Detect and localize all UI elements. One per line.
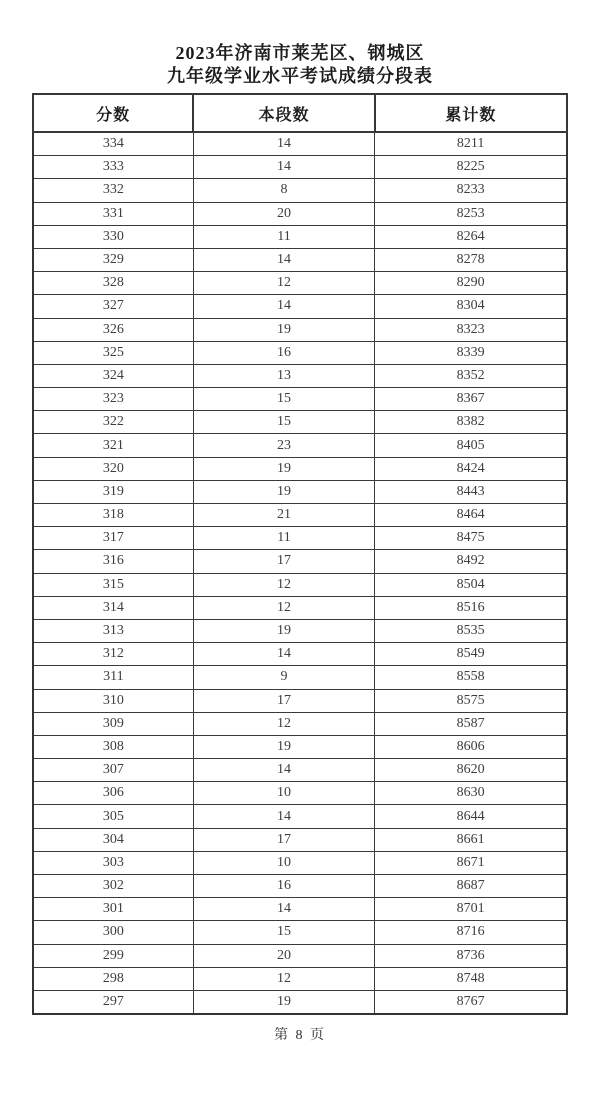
score-cell: 320 xyxy=(33,457,193,480)
segment-count-cell: 17 xyxy=(193,689,375,712)
cumulative-count-cell: 8475 xyxy=(375,527,567,550)
table-row xyxy=(33,550,567,573)
cumulative-count-cell: 8687 xyxy=(375,875,567,898)
table-row xyxy=(33,944,567,967)
segment-count-cell: 9 xyxy=(193,666,375,689)
cumulative-count-cell: 8233 xyxy=(375,179,567,202)
table-row xyxy=(33,504,567,527)
segment-count-cell: 19 xyxy=(193,735,375,758)
segment-count-cell: 12 xyxy=(193,596,375,619)
cumulative-count-cell: 8767 xyxy=(375,990,567,1014)
cumulative-count-cell: 8716 xyxy=(375,921,567,944)
table-row xyxy=(33,643,567,666)
cumulative-count-cell: 8264 xyxy=(375,225,567,248)
cumulative-count-cell: 8339 xyxy=(375,341,567,364)
score-cell: 301 xyxy=(33,898,193,921)
header-score: 分数 xyxy=(33,94,193,132)
cumulative-count-cell: 8464 xyxy=(375,504,567,527)
cumulative-count-cell: 8535 xyxy=(375,619,567,642)
score-cell: 297 xyxy=(33,990,193,1014)
title-line-2: 九年级学业水平考试成绩分段表 xyxy=(167,66,433,86)
segment-count-cell: 19 xyxy=(193,619,375,642)
score-cell: 304 xyxy=(33,828,193,851)
segment-count-cell: 17 xyxy=(193,828,375,851)
segment-count-cell: 14 xyxy=(193,132,375,156)
table-row xyxy=(33,295,567,318)
score-cell: 327 xyxy=(33,295,193,318)
score-cell: 319 xyxy=(33,480,193,503)
score-cell: 329 xyxy=(33,248,193,271)
score-cell: 306 xyxy=(33,782,193,805)
cumulative-count-cell: 8549 xyxy=(375,643,567,666)
table-row xyxy=(33,851,567,874)
cumulative-count-cell: 8492 xyxy=(375,550,567,573)
segment-count-cell: 14 xyxy=(193,643,375,666)
table-row xyxy=(33,225,567,248)
score-cell: 332 xyxy=(33,179,193,202)
header-cumulative-count: 累计数 xyxy=(375,94,567,132)
score-cell: 334 xyxy=(33,132,193,156)
segment-count-cell: 15 xyxy=(193,921,375,944)
table-row xyxy=(33,527,567,550)
table-row xyxy=(33,921,567,944)
cumulative-count-cell: 8587 xyxy=(375,712,567,735)
segment-count-cell: 14 xyxy=(193,759,375,782)
cumulative-count-cell: 8558 xyxy=(375,666,567,689)
title-line-1: 2023年济南市莱芜区、钢城区 xyxy=(175,43,425,63)
cumulative-count-cell: 8382 xyxy=(375,411,567,434)
table-row xyxy=(33,759,567,782)
table-row xyxy=(33,156,567,179)
table-row xyxy=(33,457,567,480)
score-cell: 307 xyxy=(33,759,193,782)
segment-count-cell: 20 xyxy=(193,944,375,967)
segment-count-cell: 15 xyxy=(193,388,375,411)
segment-count-cell: 11 xyxy=(193,225,375,248)
table-row xyxy=(33,202,567,225)
table-row xyxy=(33,967,567,990)
table-row xyxy=(33,689,567,712)
score-cell: 331 xyxy=(33,202,193,225)
table-row xyxy=(33,666,567,689)
cumulative-count-cell: 8278 xyxy=(375,248,567,271)
table-row xyxy=(33,990,567,1014)
table-row xyxy=(33,248,567,271)
table-row xyxy=(33,805,567,828)
score-cell: 309 xyxy=(33,712,193,735)
score-cell: 305 xyxy=(33,805,193,828)
score-cell: 321 xyxy=(33,434,193,457)
segment-count-cell: 19 xyxy=(193,457,375,480)
table-row xyxy=(33,388,567,411)
cumulative-count-cell: 8424 xyxy=(375,457,567,480)
segment-count-cell: 11 xyxy=(193,527,375,550)
table-row xyxy=(33,480,567,503)
cumulative-count-cell: 8644 xyxy=(375,805,567,828)
segment-count-cell: 8 xyxy=(193,179,375,202)
table-row xyxy=(33,179,567,202)
segment-count-cell: 10 xyxy=(193,851,375,874)
score-cell: 324 xyxy=(33,364,193,387)
table-row xyxy=(33,619,567,642)
header-row xyxy=(33,94,567,132)
cumulative-count-cell: 8504 xyxy=(375,573,567,596)
cumulative-count-cell: 8736 xyxy=(375,944,567,967)
segment-count-cell: 10 xyxy=(193,782,375,805)
table-row xyxy=(33,272,567,295)
score-cell: 326 xyxy=(33,318,193,341)
cumulative-count-cell: 8367 xyxy=(375,388,567,411)
segment-count-cell: 12 xyxy=(193,967,375,990)
cumulative-count-cell: 8352 xyxy=(375,364,567,387)
cumulative-count-cell: 8661 xyxy=(375,828,567,851)
cumulative-count-cell: 8630 xyxy=(375,782,567,805)
score-cell: 312 xyxy=(33,643,193,666)
cumulative-count-cell: 8748 xyxy=(375,967,567,990)
segment-count-cell: 16 xyxy=(193,875,375,898)
cumulative-count-cell: 8405 xyxy=(375,434,567,457)
segment-count-cell: 20 xyxy=(193,202,375,225)
score-cell: 308 xyxy=(33,735,193,758)
segment-count-cell: 12 xyxy=(193,573,375,596)
table-row xyxy=(33,875,567,898)
segment-count-cell: 21 xyxy=(193,504,375,527)
score-distribution-table xyxy=(32,93,568,1015)
table-row xyxy=(33,132,567,156)
score-cell: 322 xyxy=(33,411,193,434)
score-cell: 328 xyxy=(33,272,193,295)
segment-count-cell: 14 xyxy=(193,156,375,179)
cumulative-count-cell: 8253 xyxy=(375,202,567,225)
table-row xyxy=(33,782,567,805)
segment-count-cell: 17 xyxy=(193,550,375,573)
cumulative-count-cell: 8225 xyxy=(375,156,567,179)
score-cell: 314 xyxy=(33,596,193,619)
cumulative-count-cell: 8606 xyxy=(375,735,567,758)
page-number: 第 8 页 xyxy=(274,1028,326,1044)
cumulative-count-cell: 8516 xyxy=(375,596,567,619)
score-cell: 315 xyxy=(33,573,193,596)
score-cell: 299 xyxy=(33,944,193,967)
score-cell: 330 xyxy=(33,225,193,248)
document-title xyxy=(0,0,600,88)
segment-count-cell: 14 xyxy=(193,898,375,921)
score-cell: 300 xyxy=(33,921,193,944)
segment-count-cell: 16 xyxy=(193,341,375,364)
table-row xyxy=(33,434,567,457)
segment-count-cell: 19 xyxy=(193,318,375,341)
segment-count-cell: 14 xyxy=(193,805,375,828)
table-row xyxy=(33,318,567,341)
table-row xyxy=(33,828,567,851)
score-cell: 318 xyxy=(33,504,193,527)
segment-count-cell: 14 xyxy=(193,248,375,271)
table-body xyxy=(33,132,567,1014)
score-cell: 323 xyxy=(33,388,193,411)
table-row xyxy=(33,735,567,758)
segment-count-cell: 12 xyxy=(193,712,375,735)
table-row xyxy=(33,411,567,434)
score-cell: 302 xyxy=(33,875,193,898)
score-cell: 298 xyxy=(33,967,193,990)
table-row xyxy=(33,341,567,364)
cumulative-count-cell: 8701 xyxy=(375,898,567,921)
score-cell: 325 xyxy=(33,341,193,364)
cumulative-count-cell: 8290 xyxy=(375,272,567,295)
table-row xyxy=(33,573,567,596)
score-cell: 317 xyxy=(33,527,193,550)
segment-count-cell: 19 xyxy=(193,480,375,503)
segment-count-cell: 23 xyxy=(193,434,375,457)
cumulative-count-cell: 8620 xyxy=(375,759,567,782)
score-cell: 313 xyxy=(33,619,193,642)
segment-count-cell: 19 xyxy=(193,990,375,1014)
table-row xyxy=(33,898,567,921)
table-row xyxy=(33,364,567,387)
cumulative-count-cell: 8304 xyxy=(375,295,567,318)
cumulative-count-cell: 8443 xyxy=(375,480,567,503)
score-cell: 303 xyxy=(33,851,193,874)
segment-count-cell: 15 xyxy=(193,411,375,434)
table-row xyxy=(33,712,567,735)
score-cell: 311 xyxy=(33,666,193,689)
cumulative-count-cell: 8671 xyxy=(375,851,567,874)
table-row xyxy=(33,596,567,619)
cumulative-count-cell: 8211 xyxy=(375,132,567,156)
header-segment-count: 本段数 xyxy=(193,94,375,132)
score-cell: 316 xyxy=(33,550,193,573)
score-cell: 310 xyxy=(33,689,193,712)
score-cell: 333 xyxy=(33,156,193,179)
cumulative-count-cell: 8575 xyxy=(375,689,567,712)
cumulative-count-cell: 8323 xyxy=(375,318,567,341)
segment-count-cell: 12 xyxy=(193,272,375,295)
segment-count-cell: 13 xyxy=(193,364,375,387)
segment-count-cell: 14 xyxy=(193,295,375,318)
